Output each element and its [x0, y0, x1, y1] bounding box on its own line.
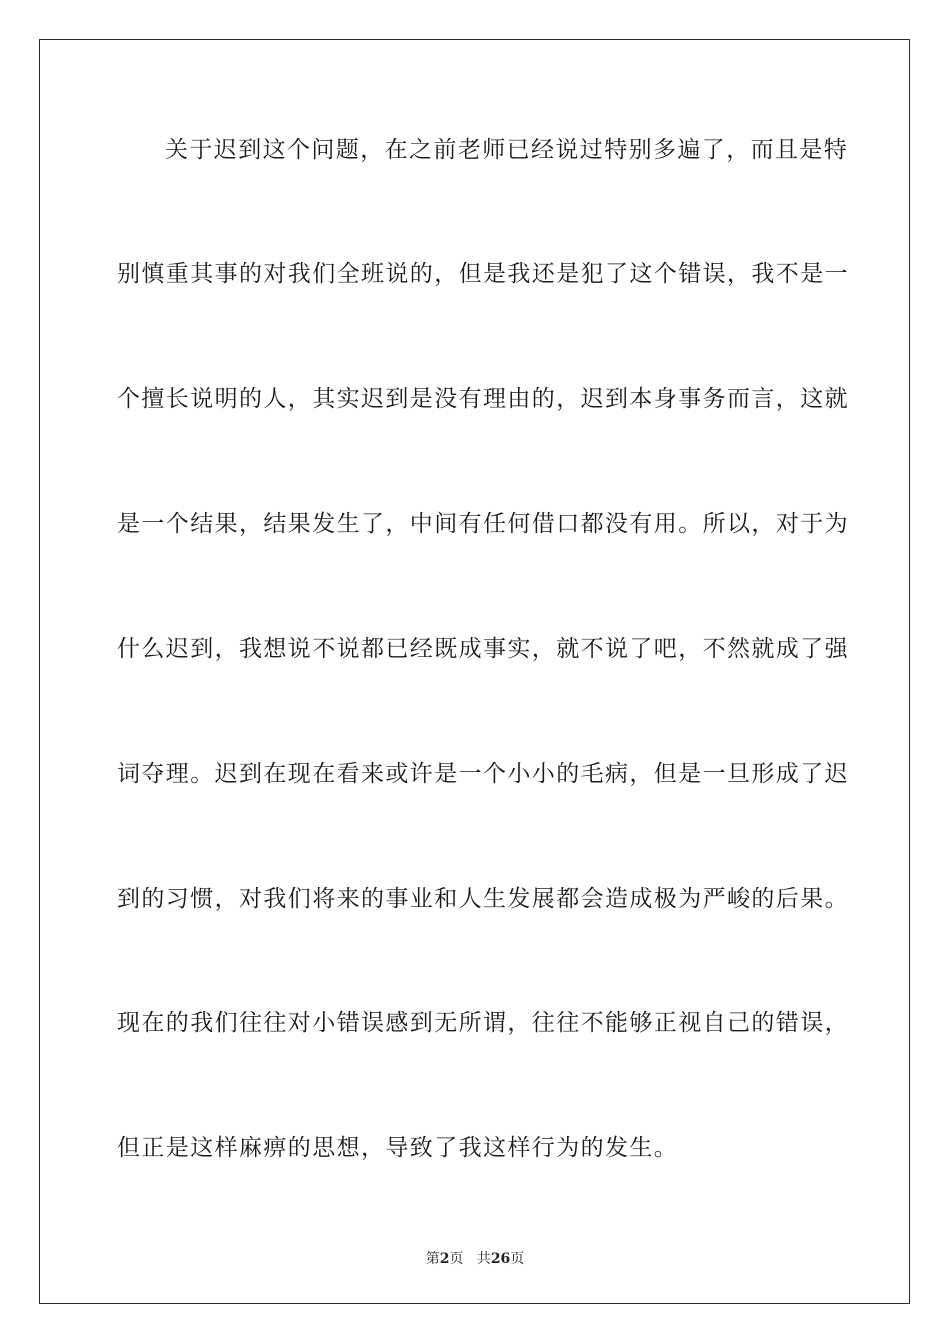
text-line: 什么迟到，我想说不说都已经既成事实，就不说了吧，不然就成了强: [117, 636, 849, 662]
footer-total-suffix: 页: [510, 1251, 525, 1267]
text-line: 别慎重其事的对我们全班说的，但是我还是犯了这个错误，我不是一: [117, 261, 849, 287]
footer-page-suffix: 页: [449, 1251, 464, 1267]
footer-total-prefix: 共: [476, 1251, 491, 1267]
text-line: 但正是这样麻痹的思想，导致了我这样行为的发生。: [117, 1135, 679, 1161]
text-line: 关于迟到这个问题，在之前老师已经说过特别多遍了，而且是特: [165, 137, 849, 163]
text-line: 现在的我们往往对小错误感到无所谓，往往不能够正视自己的错误，: [117, 1010, 849, 1036]
text-line: 词夺理。迟到在现在看来或许是一个小小的毛病，但是一旦形成了迟: [117, 761, 849, 787]
text-line: 是一个结果，结果发生了，中间有任何借口都没有用。所以，对于为: [117, 511, 849, 537]
footer-prefix: 第: [425, 1251, 440, 1267]
text-line: 到的习惯，对我们将来的事业和人生发展都会造成极为严峻的后果。: [117, 886, 849, 912]
page-border: [39, 39, 910, 1304]
text-line: 个擅长说明的人，其实迟到是没有理由的，迟到本身事务而言，这就: [117, 386, 849, 412]
page-footer: [0, 1248, 950, 1268]
page-number: 2: [439, 1251, 450, 1267]
total-pages: 26: [490, 1251, 511, 1267]
